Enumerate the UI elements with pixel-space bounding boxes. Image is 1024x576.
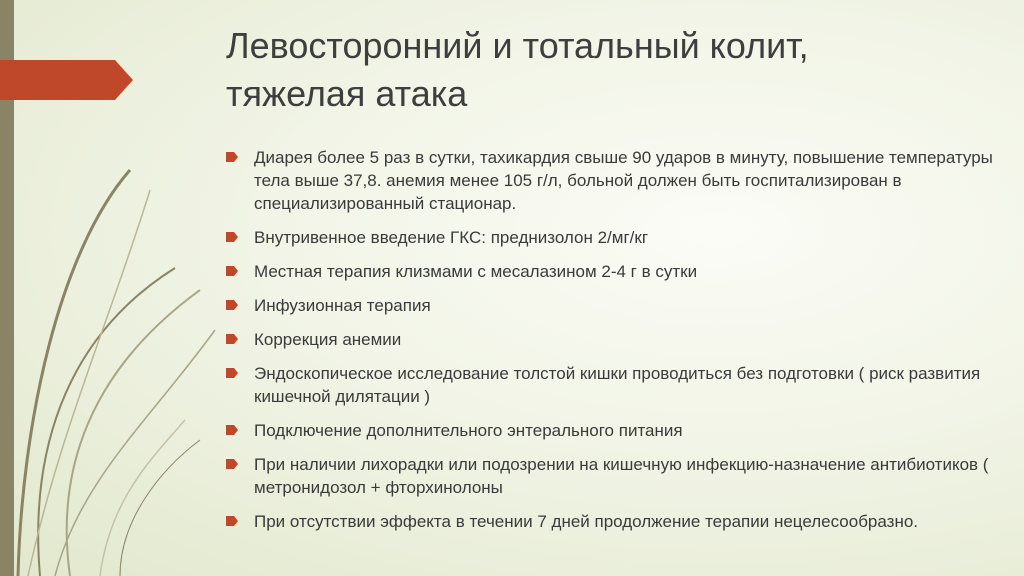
title-line-1: Левосторонний и тотальный колит, [226, 25, 809, 66]
bullet-arrow-icon [226, 368, 238, 378]
bullet-arrow-icon [226, 516, 238, 526]
bullet-arrow-icon [226, 300, 238, 310]
title-arrow-banner [0, 60, 140, 120]
bullet-item [226, 146, 1016, 215]
bullet-item [226, 510, 1016, 533]
bullet-text: При отсутствии эффекта в течении 7 дней продолжение терапии нецелесообразно. [254, 512, 919, 531]
bullet-text: Коррекция анемии [254, 330, 402, 349]
bullet-item [226, 294, 1016, 317]
bullet-arrow-icon [226, 266, 238, 276]
bullet-arrow-icon [226, 152, 238, 162]
bullet-text: Подключение дополнительного энтерального питания [254, 421, 683, 440]
bullet-arrow-icon [226, 334, 238, 344]
bullet-item [226, 328, 1016, 351]
bullet-text: Внутривенное введение ГКС: преднизолон 2/мг/кг [254, 228, 649, 247]
bullet-item [226, 260, 1016, 283]
bullet-item [226, 419, 1016, 442]
bullet-arrow-icon [226, 459, 238, 469]
bullet-item [226, 226, 1016, 249]
bullet-item [226, 362, 1016, 408]
title-line-2: тяжелая атака [226, 73, 468, 114]
bullet-text: Диарея более 5 раз в сутки, тахикардия свыше 90 ударов в минуту, повышение температуры тела выше 37,8. анемия менее 105 г/л, больной должен быть госпитализирован в специализированный стационар. [254, 148, 993, 213]
bullet-arrow-icon [226, 425, 238, 435]
bullet-arrow-icon [226, 232, 238, 242]
bullet-text: Местная терапия клизмами с месалазином 2-4 г в сутки [254, 262, 698, 281]
bullet-text: При наличии лихорадки или подозрении на кишечную инфекцию-назначение антибиотиков ( метронидозол + фторхинолоны [254, 455, 989, 497]
bullet-list [226, 146, 1016, 544]
slide-title [226, 22, 1006, 118]
bullet-item [226, 453, 1016, 499]
bullet-text: Эндоскопическое исследование толстой кишки проводиться без подготовки ( риск развития кишечной дилятации ) [254, 364, 981, 406]
bullet-text: Инфузионная терапия [254, 296, 431, 315]
